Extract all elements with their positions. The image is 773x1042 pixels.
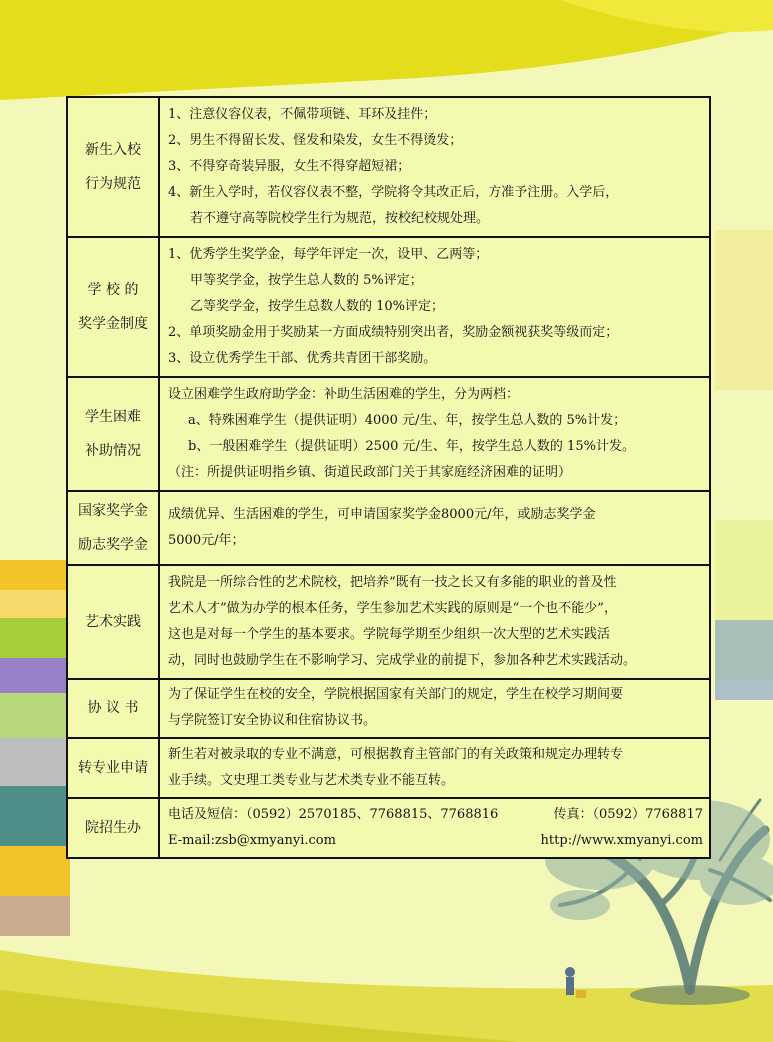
row-content bbox=[159, 237, 710, 377]
content-line: 4、新生入学时，若仪容仪表不整，学院将令其改正后，方准予注册。入学后， bbox=[168, 185, 619, 201]
content-line: 艺术人才”做为办学的根本任务，学生参加艺术实践的原则是“一个也不能少”， bbox=[168, 600, 617, 616]
row-heading-line: 新生入校 bbox=[85, 142, 141, 159]
table-row bbox=[67, 798, 710, 858]
row-heading-line: 院招生办 bbox=[85, 820, 141, 837]
content-line: b、一般困难学生（提供证明）2500 元/生、年，按学生总人数的 15%计发。 bbox=[188, 439, 635, 455]
content-line: 这也是对每一个学生的基本要求。学院每学期至少组织一次大型的艺术实践活 bbox=[168, 626, 611, 642]
content-line: 动，同时也鼓励学生在不影响学习、完成学业的前提下，参加各种艺术实践活动。 bbox=[168, 652, 637, 668]
content-line: （注：所提供证明指乡镇、街道民政部门关于其家庭经济困难的证明） bbox=[168, 465, 572, 481]
row-heading-line: 学生困难 bbox=[85, 409, 141, 426]
content-line: 新生若对被录取的专业不满意，可根据教育主管部门的有关政策和规定办理转专 bbox=[168, 747, 624, 763]
row-heading-line: 奖学金制度 bbox=[78, 316, 148, 333]
row-heading bbox=[67, 97, 159, 237]
row-heading-line: 学 校 的 bbox=[87, 282, 139, 299]
row-heading bbox=[67, 679, 159, 739]
content-line: 甲等奖学金，按学生总人数的 5%评定； bbox=[190, 273, 423, 289]
content-line: 5000元/年； bbox=[168, 533, 245, 548]
row-heading-line: 艺术实践 bbox=[85, 613, 141, 630]
row-heading bbox=[67, 738, 159, 798]
content-line: 设立困难学生政府助学金：补助生活困难的学生，分为两档： bbox=[168, 387, 520, 403]
phone-text: 电话及短信：（0592）2570185、7768815、7768816 bbox=[168, 807, 499, 823]
content-line: 2、单项奖励金用于奖励某一方面成绩特别突出者，奖励金额视获奖等级而定； bbox=[168, 325, 619, 341]
row-heading-line: 协 议 书 bbox=[87, 700, 139, 717]
content-line: 乙等奖学金，按学生总数人数的 10%评定； bbox=[190, 299, 445, 315]
row-heading bbox=[67, 565, 159, 678]
content-line: a、特殊困难学生（提供证明）4000 元/生、年，按学生总人数的 5%计发； bbox=[188, 413, 627, 429]
row-heading-line: 励志奖学金 bbox=[78, 537, 148, 553]
content-line: 1、注意仪容仪表，不佩带项链、耳环及挂件； bbox=[168, 107, 437, 123]
content-line: 为了保证学生在校的安全，学院根据国家有关部门的规定，学生在校学习期间要 bbox=[168, 687, 624, 703]
row-heading-line: 补助情况 bbox=[85, 443, 141, 460]
table-row bbox=[67, 237, 710, 377]
content-line: 我院是一所综合性的艺术院校，把培养“既有一技之长又有多能的职业的普及性 bbox=[168, 574, 617, 590]
website-link[interactable]: http://www.xmyanyi.com bbox=[540, 833, 703, 849]
content-line: 与学院签订安全协议和住宿协议书。 bbox=[168, 713, 377, 729]
content-line: 3、设立优秀学生干部、优秀共青团干部奖励。 bbox=[168, 351, 437, 367]
row-content bbox=[159, 738, 710, 798]
row-content bbox=[159, 679, 710, 739]
table-row bbox=[67, 491, 710, 565]
content-line: 1、优秀学生奖学金，每学年评定一次，设甲、乙两等； bbox=[168, 247, 489, 263]
row-heading bbox=[67, 377, 159, 490]
content-line: 业手续。文史理工类专业与艺术类专业不能互转。 bbox=[168, 773, 455, 789]
content-line: 2、男生不得留长发、怪发和染发，女生不得烫发； bbox=[168, 133, 463, 149]
row-content bbox=[159, 798, 710, 858]
table-row bbox=[67, 97, 710, 237]
content-line: 若不遵守高等院校学生行为规范，按校纪校规处理。 bbox=[190, 211, 490, 227]
row-heading-line: 行为规范 bbox=[85, 176, 141, 193]
table-row bbox=[67, 565, 710, 678]
row-heading bbox=[67, 237, 159, 377]
table-row bbox=[67, 377, 710, 490]
table-row bbox=[67, 679, 710, 739]
content-line: 3、不得穿奇装异服，女生不得穿超短裙； bbox=[168, 159, 411, 175]
content-line: 成绩优异、生活困难的学生，可申请国家奖学金8000元/年，或励志奖学金 bbox=[168, 507, 596, 522]
row-content bbox=[159, 491, 710, 565]
info-table bbox=[66, 96, 711, 859]
row-content bbox=[159, 565, 710, 678]
email-link[interactable]: E-mail:zsb@xmyanyi.com bbox=[168, 833, 336, 849]
row-heading-line: 国家奖学金 bbox=[78, 503, 148, 519]
row-heading bbox=[67, 798, 159, 858]
row-heading bbox=[67, 491, 159, 565]
contact-line bbox=[168, 828, 703, 854]
table-row bbox=[67, 738, 710, 798]
row-content bbox=[159, 377, 710, 490]
contact-line bbox=[168, 802, 703, 828]
row-content bbox=[159, 97, 710, 237]
fax-text: 传真：（0592）7768817 bbox=[553, 807, 703, 823]
row-heading-line: 转专业申请 bbox=[78, 760, 148, 777]
